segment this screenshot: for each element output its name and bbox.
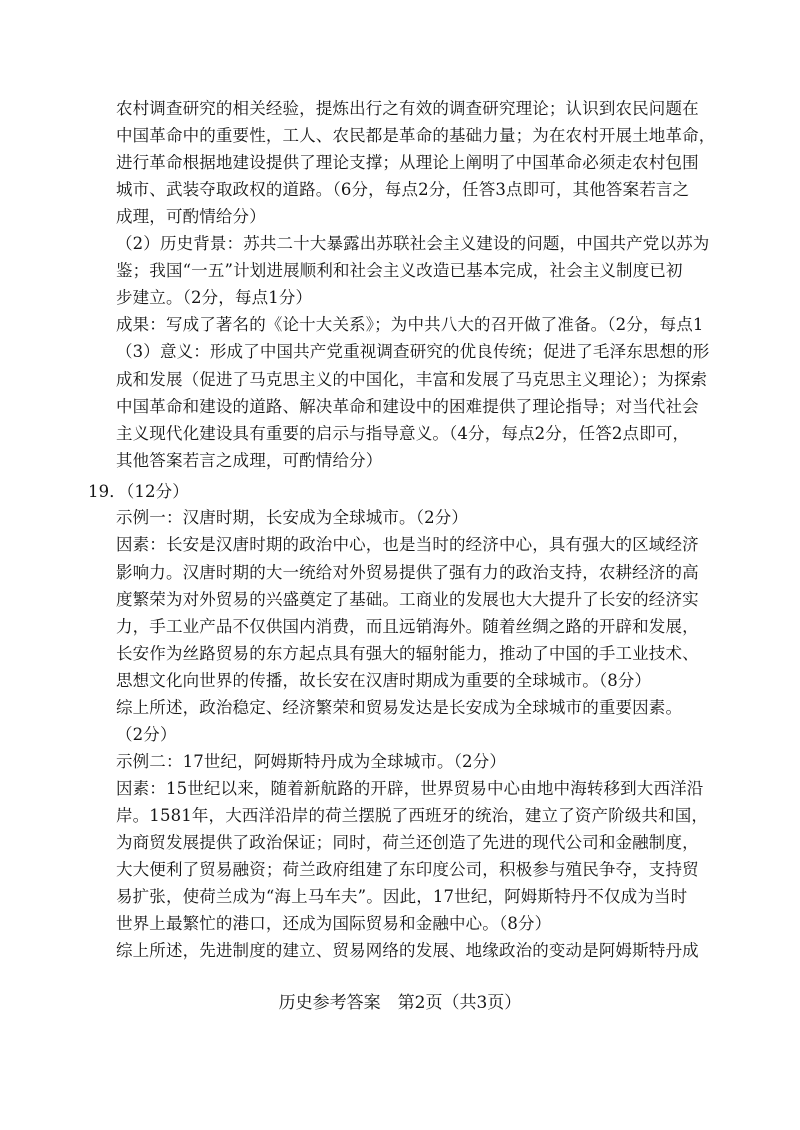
text-line: 世界上最繁忙的港口，还成为国际贸易和金融中心。（8分） [116,914,552,933]
text-line: 进行革命根据地建设提供了理论支撑；从理论上阐明了中国革命必须走农村包围 [116,153,699,172]
text-line: 影响力。汉唐时期的大一统给对外贸易提供了强有力的政治支持，农耕经济的高 [116,563,699,582]
text-line: 成果：写成了著名的《论十大关系》；为中共八大的召开做了准备。（2分，每点1 [116,315,704,334]
text-line: 农村调查研究的相关经验，提炼出行之有效的调查研究理论；认识到农民问题在 [116,99,699,118]
text-line: 岸。1581年，大西洋沿岸的荷兰摆脱了西班牙的统治，建立了资产阶级共和国， [116,806,709,825]
text-line: 中国革命和建设的道路、解决革命和建设中的困难提供了理论指导；对当代社会 [116,397,699,416]
text-line: 综上所述，先进制度的建立、贸易网络的发展、地缘政治的变动是阿姆斯特丹成 [116,941,699,960]
text-line: 示例二：17世纪，阿姆斯特丹成为全球城市。（2分） [116,752,506,771]
question-number: 19．（12分） [88,482,189,501]
text-line: 成理，可酌情给分） [116,207,266,226]
text-line: 城市、武装夺取政权的道路。（6分，每点2分，任答3点即可，其他答案若言之 [116,180,690,199]
text-line: 中国革命中的重要性，工人、农民都是革命的基础力量；为在农村开展土地革命， [116,126,716,145]
text-line: 思想文化向世界的传播，故长安在汉唐时期成为重要的全球城市。（8分） [116,671,652,690]
text-line: 长安作为丝路贸易的东方起点具有强大的辐射能力，推动了中国的手工业技术、 [116,644,699,663]
text-line: 因素：长安是汉唐时期的政治中心，也是当时的经济中心，具有强大的区域经济 [116,535,699,554]
text-line: 易扩张，使荷兰成为“海上马车夫”。因此，17世纪，阿姆斯特丹不仅成为当时 [116,887,688,906]
text-line: 力，手工业产品不仅供国内消费，而且远销海外。随着丝绸之路的开辟和发展， [116,617,699,636]
text-line: 步建立。（2分，每点1分） [116,288,313,307]
text-line: （2）历史背景：苏共二十大暴露出苏联社会主义建设的问题，中国共产党以苏为 [116,234,710,253]
page-footer: 历史参考答案 第2页（共3页） [278,993,522,1013]
text-line: 大大便利了贸易融资；荷兰政府组建了东印度公司，积极参与殖民争夺，支持贸 [116,860,699,879]
text-line: 示例一：汉唐时期，长安成为全球城市。（2分） [116,508,469,527]
text-line: 鉴；我国“一五”计划进展顺利和社会主义改造已基本完成，社会主义制度已初 [116,261,683,280]
text-line: 度繁荣为对外贸易的兴盛奠定了基础。工商业的发展也大大提升了长安的经济实 [116,590,699,609]
text-line: （2分） [116,725,177,744]
text-line: 因素：15世纪以来，随着新航路的开辟，世界贸易中心由地中海转移到大西洋沿 [116,779,704,798]
text-line: 综上所述，政治稳定、经济繁荣和贸易发达是长安成为全球城市的重要因素。 [116,698,683,717]
text-line: 主义现代化建设具有重要的启示与指导意义。（4分，每点2分，任答2点即可， [116,424,690,443]
text-line: （3）意义：形成了中国共产党重视调查研究的优良传统；促进了毛泽东思想的形 [116,342,710,361]
text-line: 成和发展（促进了马克思主义的中国化，丰富和发展了马克思主义理论）；为探索 [116,370,708,389]
text-line: 其他答案若言之成理，可酌情给分） [116,451,383,470]
text-line: 为商贸发展提供了政治保证；同时，荷兰还创造了先进的现代公司和金融制度， [116,833,699,852]
